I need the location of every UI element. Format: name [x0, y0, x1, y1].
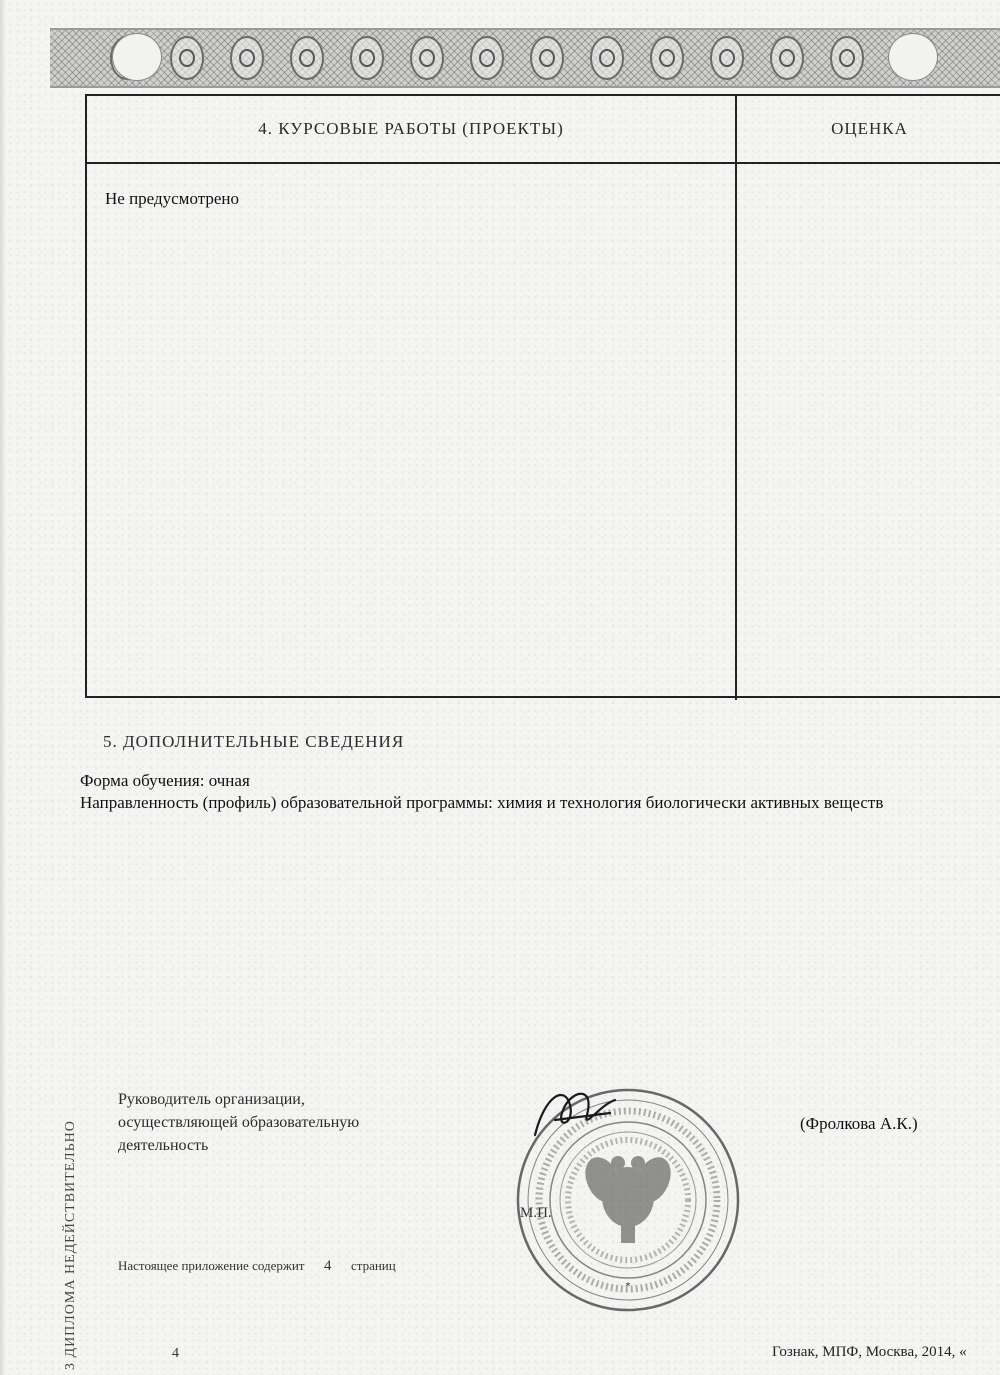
scan-edge: [0, 0, 6, 1375]
coursework-table: [85, 94, 1000, 698]
column-header-grade: ОЦЕНКА: [831, 119, 908, 138]
column-divider: [735, 96, 737, 700]
validity-note-vertical: З ДИПЛОМА НЕДЕЙСТВИТЕЛЬНО: [63, 1120, 78, 1370]
signer-title-line: осуществляющей образовательную: [118, 1114, 360, 1131]
program-focus: Направленность (профиль) образовательной программы: химия и технология биологически активных веществ: [80, 793, 884, 812]
signer-name: (Фролкова А.К.): [800, 1114, 918, 1133]
column-header-coursework: 4. КУРСОВЫЕ РАБОТЫ (ПРОЕКТЫ): [258, 119, 564, 138]
handwritten-signature: [525, 1075, 625, 1155]
signer-title-line: деятельность: [118, 1137, 209, 1154]
stamp-place-label: М.П.: [520, 1205, 552, 1221]
page-number: 4: [172, 1346, 179, 1361]
page-count-value: 4: [323, 1258, 332, 1274]
coursework-entry: Не предусмотрено: [105, 189, 239, 208]
page-count-suffix: страниц: [350, 1258, 396, 1273]
page-count-prefix: Настоящее приложение содержит: [118, 1258, 305, 1273]
printer-imprint: Гознак, МПФ, Москва, 2014, «: [772, 1344, 967, 1360]
form-of-study: Форма обучения: очная: [80, 771, 250, 790]
svg-text:*: *: [625, 1281, 631, 1292]
additional-info-heading: 5. ДОПОЛНИТЕЛЬНЫЕ СВЕДЕНИЯ: [103, 732, 405, 751]
signer-title: [118, 1088, 418, 1157]
guilloche-ornament-band: [50, 28, 1000, 88]
signer-title-line: Руководитель организации,: [118, 1091, 305, 1108]
page-count-line: [118, 1258, 396, 1275]
header-divider: [87, 162, 1000, 164]
